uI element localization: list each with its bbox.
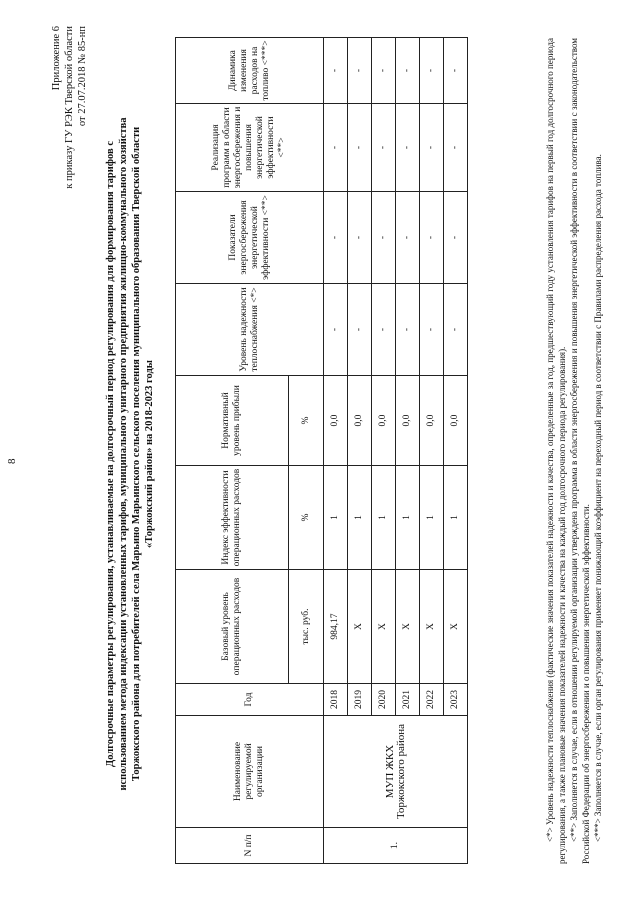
header-efficiency-index: Индекс эффективности операционных расходов [176, 466, 289, 570]
footnotes [545, 38, 606, 864]
cell-efficiency-index: 1 [324, 466, 348, 570]
cell-efficiency-index: 1 [396, 466, 420, 570]
cell-reliability: - [444, 284, 468, 376]
cell-base-costs: Х [444, 570, 468, 684]
header-num: N п/п [176, 828, 324, 864]
cell-fuel-dynamics: - [444, 38, 468, 104]
cell-year: 2022 [420, 684, 444, 716]
cell-reliability: - [420, 284, 444, 376]
cell-energy-program: - [420, 104, 444, 192]
title-line-2: использованием метода индексации установленных тарифов, муниципального унитарного предприятия жилищно-коммунального хозяйства [118, 117, 129, 791]
org-number: 1. [324, 828, 468, 864]
org-name: МУП ЖКХ Торжокского района [324, 716, 468, 828]
unit-efficiency-index: % [289, 466, 324, 570]
cell-energy-program: - [348, 104, 372, 192]
tariff-parameters-table [175, 37, 468, 864]
cell-efficiency-index: 1 [420, 466, 444, 570]
cell-fuel-dynamics: - [420, 38, 444, 104]
page-number: 8 [6, 458, 18, 464]
cell-profit-level: 0,0 [444, 376, 468, 466]
cell-year: 2023 [444, 684, 468, 716]
cell-base-costs: Х [396, 570, 420, 684]
cell-year: 2021 [396, 684, 420, 716]
footnote-fuel: <***> Заполняется в случае, если орган регулирования применяет понижающий коэффициент на переходный период в соответствии с Правилами распределения расхода топлива. [593, 154, 603, 842]
unit-base-costs: тыс. руб. [289, 570, 324, 684]
cell-year: 2019 [348, 684, 372, 716]
cell-energy-program: - [324, 104, 348, 192]
cell-energy-indicators: - [324, 192, 348, 284]
header-energy-program: Реализация программ в области энергосбережения и повышения энергетической эффективности <**> [176, 104, 324, 192]
cell-efficiency-index: 1 [372, 466, 396, 570]
cell-energy-indicators: - [372, 192, 396, 284]
cell-year: 2020 [372, 684, 396, 716]
cell-base-costs: Х [372, 570, 396, 684]
cell-reliability: - [396, 284, 420, 376]
cell-profit-level: 0,0 [420, 376, 444, 466]
header-year: Год [176, 684, 324, 716]
header-profit-level: Нормативный уровень прибыли [176, 376, 289, 466]
header-energy-indicators: Показатели энергосбережения энергетической эффективности <**> [176, 192, 324, 284]
unit-profit-level: % [289, 376, 324, 466]
footnote-energy-saving: <**> Заполняется в случае, если в отношении регулируемой организации утверждена программа в области энергосбережения и повышения энергетической эффективности в соответствии с законодательством Российской Федерации об энергосбережении и о повышении энергетической эффективности. [569, 38, 591, 864]
cell-energy-indicators: - [420, 192, 444, 284]
cell-fuel-dynamics: - [372, 38, 396, 104]
header-row [176, 38, 289, 864]
cell-energy-program: - [396, 104, 420, 192]
title-line-4: «Торжокский район» на 2018-2023 годы [144, 359, 155, 549]
cell-profit-level: 0,0 [396, 376, 420, 466]
cell-base-costs: 984,17 [324, 570, 348, 684]
cell-profit-level: 0,0 [324, 376, 348, 466]
cell-profit-level: 0,0 [348, 376, 372, 466]
cell-efficiency-index: 1 [444, 466, 468, 570]
header-org: Наименование регулируемой организации [176, 716, 324, 828]
header-reliability: Уровень надежности теплоснабжения <*> [176, 284, 324, 376]
appendix-line-2: к приказу ГУ РЭК Тверской области [64, 26, 75, 189]
cell-base-costs: Х [420, 570, 444, 684]
table-row [324, 38, 348, 864]
cell-energy-indicators: - [396, 192, 420, 284]
title-line-1: Долгосрочные параметры регулирования, устанавливаемые на долгосрочный период регулирования для формирования тарифов с [105, 141, 116, 768]
cell-base-costs: Х [348, 570, 372, 684]
cell-reliability: - [372, 284, 396, 376]
cell-profit-level: 0,0 [372, 376, 396, 466]
title-line-3: Торжокского района для потребителей села Марьино Марьинского сельского поселения муниципального образования Тверской области [131, 126, 142, 782]
appendix-line-1: Приложение 6 [51, 26, 62, 91]
header-fuel-dynamics: Динамика изменения расходов на топливо <***> [176, 38, 324, 104]
cell-reliability: - [348, 284, 372, 376]
appendix-reference [50, 26, 89, 346]
cell-fuel-dynamics: - [396, 38, 420, 104]
cell-energy-indicators: - [348, 192, 372, 284]
appendix-line-3: от 27.07.2018 № 85-нп [77, 26, 88, 127]
cell-energy-program: - [444, 104, 468, 192]
header-base-costs: Базовый уровень операционных расходов [176, 570, 289, 684]
cell-fuel-dynamics: - [348, 38, 372, 104]
footnote-reliability: <*> Уровень надежности теплоснабжения (фактические значения показателей надежности и качества, определенные за год, предшествующий году установления тарифов на первый год долгосрочного периода регулирования, а также плановые значения показателей надежности и качества на каждый год долгосрочного периода регулирования). [545, 38, 567, 864]
cell-energy-indicators: - [444, 192, 468, 284]
cell-fuel-dynamics: - [324, 38, 348, 104]
document-title [104, 54, 156, 854]
cell-year: 2018 [324, 684, 348, 716]
cell-efficiency-index: 1 [348, 466, 372, 570]
cell-energy-program: - [372, 104, 396, 192]
cell-reliability: - [324, 284, 348, 376]
